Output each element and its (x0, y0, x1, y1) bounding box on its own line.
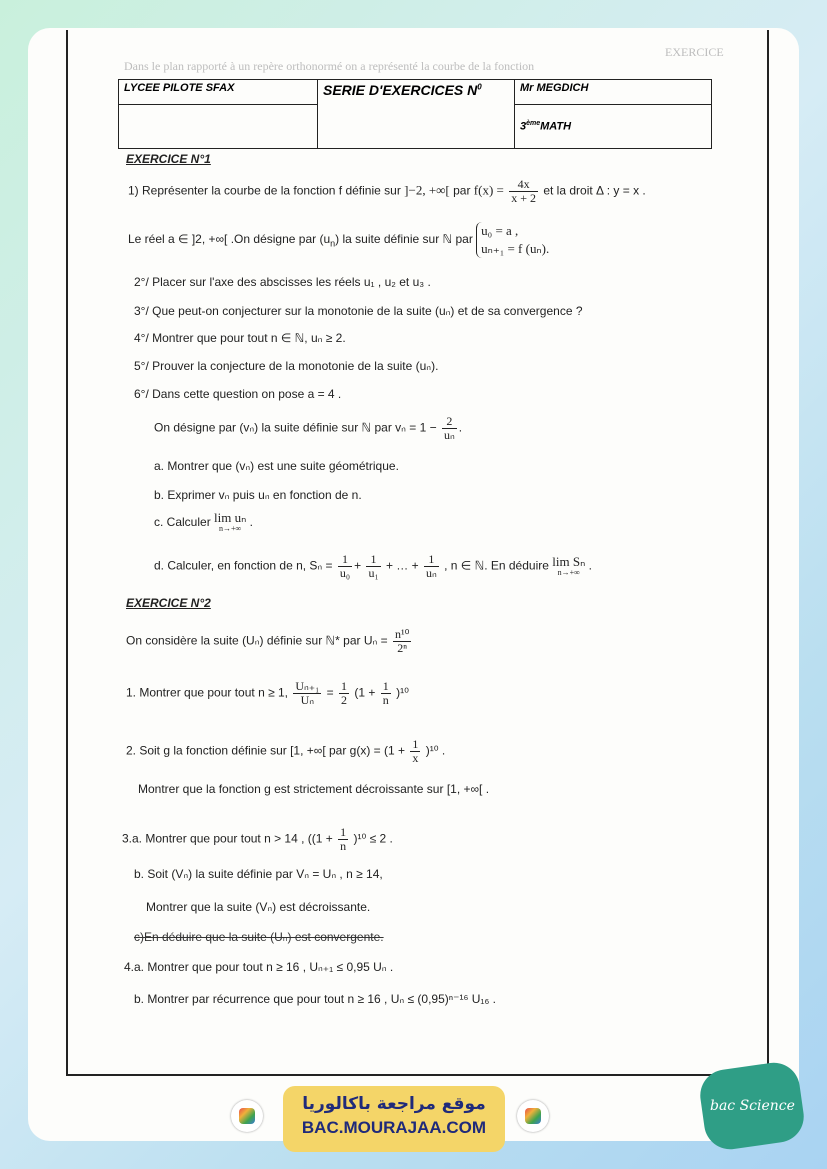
header-table (118, 79, 712, 149)
ex2-q3c: c)En déduire que la suite (Uₙ) est convergente. (134, 930, 384, 944)
series-title: SERIE D'EXERCICES $N^0$ (318, 80, 515, 149)
ex2-q4a: 4.a. Montrer que pour tout n ≥ 16 , Uₙ₊₁ ≤ 0,95 Uₙ . (124, 960, 394, 974)
ex1-q5: 5°/ Prouver la conjecture de la monotonie de la suite (uₙ). (134, 359, 439, 373)
bleed-text-2: Dans le plan rapporté à un repère orthonormé on a représenté la courbe de la fonction (124, 59, 535, 73)
ex1-q6: 6°/ Dans cette question on pose a = 4 . (134, 387, 342, 401)
page-border-left (66, 30, 68, 1076)
bac-science-badge (697, 1059, 807, 1152)
ex2-q1: 1. Montrer que pour tout n ≥ 1, $\frac{\text{Uₙ₊₁}}{\text{Uₙ}}$ = $\frac{1}{2}$ (1 + $\frac{1}{n}$ )¹⁰ (126, 679, 409, 707)
ex1-q1: 1) Représenter la courbe de la fonction f définie sur ]−2, +∞[ par f(x) = $\frac{4x}{x + 2}$ et la droit Δ : y = x . (128, 177, 646, 205)
ex1-q6d: d. Calculer, en fonction de n, Sₙ = $\frac{1}{\text{u₀}}$ + $\frac{1}{\text{u₁}}$ + … + $\frac{1}{\text{uₙ}}$ , n ∈ ℕ. En déduire lim Sₙ n→+∞ . (154, 552, 592, 580)
ex1-q6c: c. Calculer lim uₙ n→+∞ . (154, 510, 253, 533)
empty-cell (119, 105, 318, 149)
ex1-q6a: a. Montrer que (vₙ) est une suite géométrique. (154, 459, 399, 473)
ex2-q3b: b. Soit (Vₙ) la suite définie par Vₙ = Uₙ , n ≥ 14, (134, 867, 383, 881)
badge-text: bac Science (709, 1098, 795, 1114)
left-logo-icon (231, 1100, 263, 1132)
exercise-2-title: EXERCICE N°2 (126, 596, 211, 610)
right-logo-icon (517, 1100, 549, 1132)
ex1-q4: 4°/ Montrer que pour tout n ∈ ℕ, uₙ ≥ 2. (134, 331, 346, 345)
ex2-q2: 2. Soit g la fonction définie sur [1, +∞[ par g(x) = (1 + $\frac{1}{x}$ )¹⁰ . (126, 737, 446, 765)
ex1-sequence-def: Le réel a ∈ ]2, +∞[ .On désigne par $(u_n)$ la suite définie sur ℕ par u₀ = a , uₙ₊₁ = f (uₙ). (128, 223, 550, 256)
ex1-vn-def: On désigne par (vₙ) la suite définie sur ℕ par vₙ = 1 − $\frac{2}{\text{uₙ}}$ . (154, 414, 463, 442)
page-border-right (767, 30, 769, 1076)
ex2-q2-line2: Montrer que la fonction g est strictement décroissante sur [1, +∞[ . (138, 782, 490, 796)
ex2-q3b-line2: Montrer que la suite (Vₙ) est décroissante. (146, 900, 371, 914)
ex1-q2: 2°/ Placer sur l'axe des abscisses les réels u₁ , u₂ et u₃ . (134, 275, 431, 289)
ex1-q6b: b. Exprimer vₙ puis uₙ en fonction de n. (154, 488, 362, 502)
footer-arabic-text: موقع مراجعة باكالوريا (302, 1094, 486, 1114)
bleed-text-1: EXERCICE (665, 45, 724, 59)
teacher-name: Mr MEGDICH (515, 80, 712, 105)
ex1-q3: 3°/ Que peut-on conjecturer sur la monotonie de la suite (uₙ) et de sa convergence ? (134, 304, 583, 318)
ex2-q4b: b. Montrer par récurrence que pour tout n ≥ 16 , Uₙ ≤ (0,95)ⁿ⁻¹⁶ U₁₆ . (134, 992, 496, 1006)
ex2-intro: On considère la suite (Uₙ) définie sur ℕ* par Uₙ = $\frac{\text{n¹⁰}}{\text{2ⁿ}}$ (126, 627, 410, 655)
page-border-bottom (66, 1074, 769, 1076)
footer-site-link[interactable]: BAC.MOURAJAA.COM (301, 1118, 487, 1137)
school-name: LYCEE PILOTE SFAX (119, 80, 318, 105)
ex2-q3a: 3.a. Montrer que pour tout n > 14 , ((1 + $\frac{1}{n}$ )¹⁰ ≤ 2 . (122, 825, 393, 853)
class-level: 3èmeMATH (515, 105, 712, 149)
exercise-1-title: EXERCICE N°1 (126, 152, 211, 166)
footer-banner[interactable] (283, 1086, 505, 1152)
